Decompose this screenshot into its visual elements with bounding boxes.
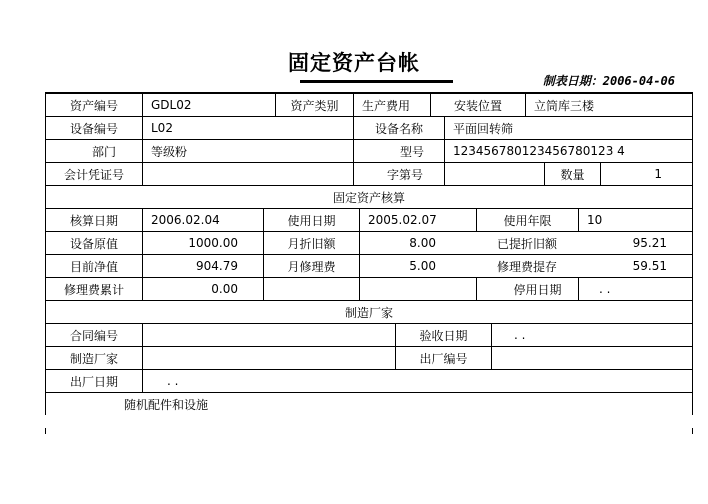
label-word-no: 字第号 (353, 163, 444, 185)
label-monthly-depreciation: 月折旧额 (263, 232, 359, 254)
title-underline (300, 80, 453, 83)
value-stop-date: . . (578, 278, 692, 300)
table-row (45, 140, 693, 163)
label-voucher-no: 会计凭证号 (63, 167, 124, 182)
table-row (45, 278, 693, 301)
label-model: 型号 (353, 140, 444, 162)
section-asset-accounting: 固定资产核算 (332, 190, 405, 205)
value-department: 等级粉 (142, 140, 353, 162)
table-row (45, 163, 693, 186)
table-row (45, 232, 693, 255)
label-accessories: 随机配件和设施 (124, 397, 209, 412)
table-continuation (45, 428, 693, 434)
value-factory-no (491, 347, 692, 369)
value-service-life: 10 (578, 209, 692, 231)
section-manufacturer: 制造厂家 (344, 305, 393, 320)
value-quantity: 1 (600, 163, 692, 185)
value-original-value: 1000.00 (142, 232, 263, 254)
value-acceptance-date: . . (491, 324, 692, 346)
value-monthly-depreciation: 8.00 (359, 232, 476, 254)
value-word-no (444, 163, 544, 185)
label-repair-total: 修理费累计 (63, 282, 124, 297)
date-label: 制表日期： (542, 74, 603, 88)
label-repair-provision: 修理费提存 (496, 259, 557, 274)
report-date (543, 72, 675, 89)
label-equipment-name: 设备名称 (353, 117, 444, 139)
label-factory-no: 出厂编号 (395, 347, 491, 369)
value-asset-category: 生产费用 (353, 94, 430, 116)
value-accounting-date: 2006.02.04 (142, 209, 263, 231)
empty-cell (263, 278, 359, 300)
table-row (45, 393, 693, 415)
label-factory-date: 出厂日期 (69, 374, 118, 389)
asset-ledger-table (45, 92, 693, 415)
label-monthly-repair: 月修理费 (263, 255, 359, 277)
value-factory-date: . . (142, 370, 692, 392)
table-row (45, 186, 693, 209)
label-contract-no: 合同编号 (69, 328, 118, 343)
table-row (45, 370, 693, 393)
value-asset-no: GDL02 (142, 94, 275, 116)
table-row (45, 347, 693, 370)
table-row (45, 209, 693, 232)
label-use-date: 使用日期 (263, 209, 359, 231)
value-accumulated-depreciation: 95.21 (632, 236, 667, 250)
page-title: 固定资产台帐 (288, 51, 420, 75)
label-acceptance-date: 验收日期 (395, 324, 491, 346)
value-manufacturer (142, 347, 395, 369)
label-service-life: 使用年限 (476, 209, 578, 231)
label-original-value: 设备原值 (69, 236, 118, 251)
label-stop-date: 停用日期 (476, 278, 578, 300)
label-equipment-no: 设备编号 (69, 121, 118, 136)
label-install-location: 安装位置 (430, 94, 525, 116)
label-accumulated-depreciation: 已提折旧额 (496, 236, 557, 251)
value-use-date: 2005.02.07 (359, 209, 476, 231)
empty-cell (359, 278, 476, 300)
value-model: 123456780123456780123 4 (444, 140, 692, 162)
label-asset-category: 资产类别 (275, 94, 353, 116)
label-accounting-date: 核算日期 (69, 213, 118, 228)
label-quantity: 数量 (544, 163, 600, 185)
label-net-value: 目前净值 (69, 259, 118, 274)
value-contract-no (142, 324, 395, 346)
value-equipment-name: 平面回转筛 (444, 117, 692, 139)
table-row (45, 324, 693, 347)
date-value: 2006-04-06 (602, 74, 675, 88)
table-row (45, 301, 693, 324)
value-monthly-repair: 5.00 (359, 255, 476, 277)
value-net-value: 904.79 (142, 255, 263, 277)
label-department: 部门 (91, 144, 116, 159)
value-install-location: 立筒库三楼 (525, 94, 692, 116)
label-manufacturer: 制造厂家 (69, 351, 118, 366)
table-row (45, 94, 693, 117)
value-equipment-no: L02 (142, 117, 353, 139)
table-row (45, 255, 693, 278)
label-asset-no: 资产编号 (69, 98, 118, 113)
value-repair-provision: 59.51 (632, 259, 667, 273)
value-repair-total: 0.00 (142, 278, 263, 300)
value-voucher-no (142, 163, 353, 185)
table-row (45, 117, 693, 140)
